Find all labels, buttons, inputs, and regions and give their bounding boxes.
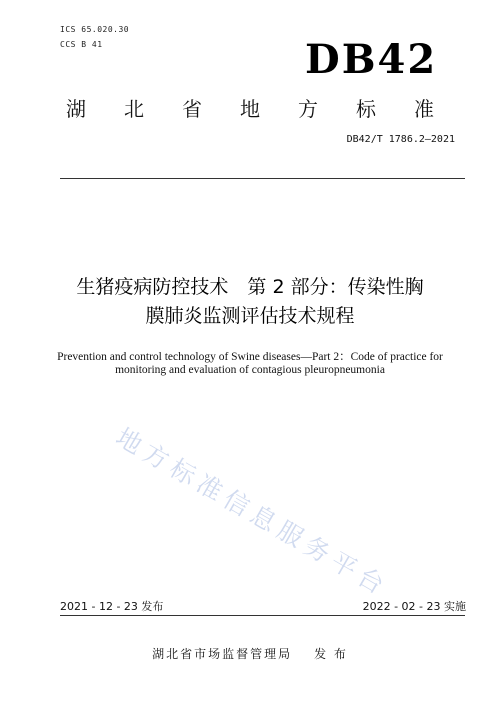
province-standard-heading: 湖北省地方标准	[66, 97, 472, 121]
ccs-code: CCS B 41	[60, 40, 103, 49]
title-english-line-2: monitoring and evaluation of contagious pleuropneumonia	[115, 364, 385, 376]
watermark: 地方标准信息服务平台	[111, 422, 394, 603]
footer-divider	[60, 615, 465, 616]
implementation-date: 2022 - 02 - 23 实施	[362, 600, 466, 613]
publish-date: 2021 - 12 - 23 发布	[60, 600, 164, 613]
issuer-action: 发 布	[314, 647, 348, 661]
standard-logo: DB42	[305, 36, 438, 83]
title-english-line-1: Prevention and control technology of Swine diseases—Part 2：Code of practice for	[57, 351, 443, 363]
title-chinese-line-2: 膜肺炎监测评估技术规程	[145, 305, 355, 327]
header-divider	[60, 178, 465, 179]
issuer-line	[0, 645, 500, 662]
ics-code: ICS 65.020.30	[60, 25, 130, 34]
standard-number: DB42/T 1786.2—2021	[346, 134, 455, 145]
title-chinese-line-1: 生猪疫病防控技术 第 2 部分：传染性胸	[76, 276, 424, 298]
issuer-name: 湖北省市场监督管理局	[152, 647, 293, 661]
